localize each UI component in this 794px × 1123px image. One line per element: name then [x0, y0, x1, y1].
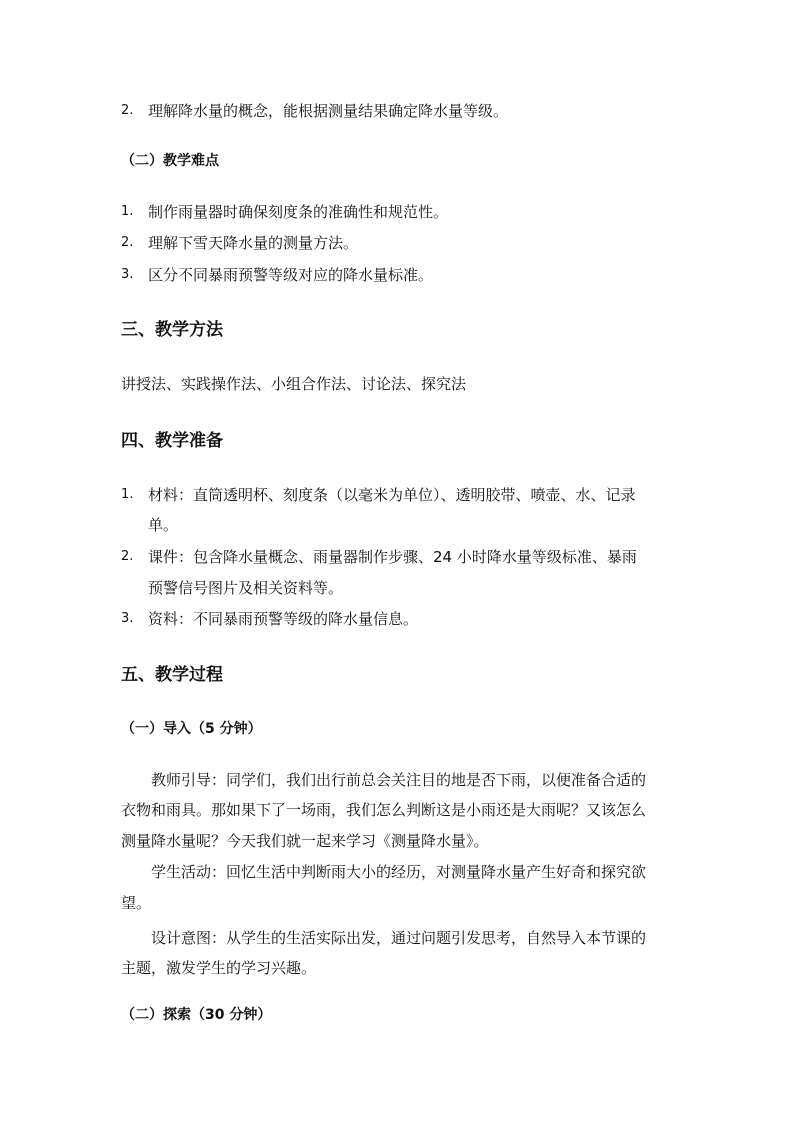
list-item-text-continued: 预警信号图片及相关资料等。: [148, 579, 344, 597]
list-item-text: 材料：直筒透明杯、刻度条（以毫米为单位）、透明胶带、喷壶、水、记录: [148, 486, 636, 504]
list-item-text-continued: 单。: [148, 516, 179, 534]
list-number: 2.: [121, 549, 134, 564]
list-number: 1.: [121, 204, 134, 219]
section-heading-process: 五、教学过程: [121, 665, 223, 685]
paragraph-line: 设计意图：从学生的生活实际出发，通过问题引发思考，自然导入本节课的: [151, 929, 647, 947]
paragraph-line: 学生活动：回忆生活中判断雨大小的经历，对测量降水量产生好奇和探究欲: [151, 863, 647, 881]
list-number: 2.: [121, 235, 134, 250]
subsection-heading-intro: （一）导入（5 分钟）: [121, 721, 262, 737]
section-heading-preparation: 四、教学准备: [121, 431, 223, 451]
list-item-text: 制作雨量器时确保刻度条的准确性和规范性。: [148, 203, 449, 221]
list-number: 3.: [121, 267, 134, 282]
list-number: 3.: [121, 611, 134, 626]
list-item-text: 理解降水量的概念，能根据测量结果确定降水量等级。: [148, 102, 509, 120]
section-heading-methods: 三、教学方法: [121, 320, 223, 340]
list-number: 2.: [121, 103, 134, 118]
subsection-heading-explore: （二）探索（30 分钟）: [121, 1007, 272, 1023]
paragraph-line: 测量降水量呢？今天我们就一起来学习《测量降水量》。: [121, 832, 489, 850]
paragraph-line: 教师引导：同学们，我们出行前总会关注目的地是否下雨，以便准备合适的: [151, 771, 647, 789]
subsection-heading-difficulty: （二）教学难点: [121, 153, 219, 169]
list-item-text: 资料：不同暴雨预警等级的降水量信息。: [148, 610, 419, 628]
methods-text: 讲授法、实践操作法、小组合作法、讨论法、探究法: [121, 375, 467, 393]
paragraph-line: 望。: [121, 894, 152, 912]
list-item-text: 区分不同暴雨预警等级对应的降水量标准。: [148, 266, 434, 284]
paragraph-line: 主题，激发学生的学习兴趣。: [121, 959, 317, 977]
list-number: 1.: [121, 487, 134, 502]
list-item-text: 课件：包含降水量概念、雨量器制作步骤、24 小时降水量等级标准、暴雨: [148, 548, 637, 566]
list-item-text: 理解下雪天降水量的测量方法。: [148, 234, 359, 252]
paragraph-line: 衣物和雨具。那如果下了一场雨，我们怎么判断这是小雨还是大雨呢？又该怎么: [121, 801, 647, 819]
